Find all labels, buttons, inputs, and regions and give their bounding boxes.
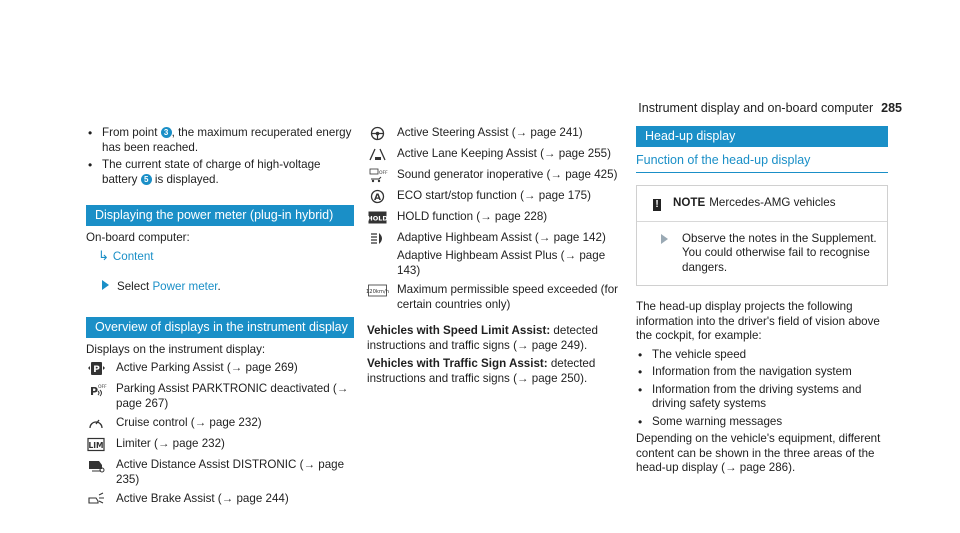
list-item: Active Lane Keeping Assist (→ page 255) — [367, 147, 619, 163]
distance-assist-icon — [87, 458, 106, 473]
sound-generator-off-icon — [368, 168, 387, 183]
list-item: P Active Parking Assist (→ page 269) — [86, 361, 354, 377]
note-title: Mercedes-AMG vehicles — [709, 195, 836, 209]
note-header — [637, 196, 887, 211]
traffic-sign-assist-text: Vehicles with Traffic Sign Assist: detected instructions and traffic signs (→ page 250). — [367, 357, 596, 385]
page-header-title: Instrument display and on-board computer — [638, 101, 874, 115]
hud-intro: The head-up display projects the following information into the driver's field of vision above the cockpit, for example: — [636, 300, 880, 342]
speed-exceeded-icon — [368, 283, 387, 298]
svg-text:P: P — [90, 385, 99, 398]
page-header — [638, 101, 902, 115]
eco-start-stop-icon — [368, 189, 387, 204]
point-marker: 3 — [161, 127, 172, 138]
lane-keeping-icon — [368, 147, 387, 162]
svg-text:OFF: OFF — [98, 385, 107, 390]
select-instruction: Select Power meter. — [86, 280, 354, 295]
parktronic-off-icon — [87, 382, 106, 397]
list-item: A ECO start/stop function (→ page 175) — [367, 189, 619, 205]
right-column — [636, 126, 888, 476]
menu-path-content[interactable]: Content — [112, 249, 154, 263]
note-text: Observe the notes in the Supplement. You could otherwise fail to recognise dangers. — [682, 231, 877, 274]
list-item: HOLD HOLD function (→ page 228) — [367, 210, 548, 223]
active-parking-assist-icon — [87, 361, 106, 376]
highbeam-plus-text: Adaptive Highbeam Assist Plus (→ page 143) — [397, 249, 606, 277]
left-column — [86, 126, 354, 513]
cruise-control-icon — [87, 416, 106, 431]
active-brake-assist-icon — [87, 492, 106, 507]
displays-intro: Displays on the instrument display: — [86, 342, 266, 356]
page-number: 285 — [881, 101, 902, 115]
middle-column — [367, 126, 619, 386]
list-item: OFF Sound generator inoperative (→ page 425) — [367, 168, 619, 184]
svg-text:HOLD: HOLD — [367, 214, 388, 223]
svg-text:A: A — [374, 193, 381, 203]
note-label: NOTE — [673, 195, 706, 209]
step-triangle-icon — [102, 280, 109, 290]
list-item: • The vehicle speed — [636, 348, 888, 363]
note-body — [637, 221, 887, 276]
hud-outro: Depending on the vehicle's equipment, different content can be shown in the three areas of the head-up display (→ page 286). — [636, 432, 881, 474]
note-box — [636, 185, 888, 287]
menu-path[interactable] — [86, 249, 354, 265]
step-triangle-icon — [661, 234, 668, 244]
svg-text:OFF: OFF — [379, 171, 388, 176]
speed-limit-assist-text: Vehicles with Speed Limit Assist: detected instructions and traffic signs (→ page 249). — [367, 324, 598, 352]
steering-assist-icon — [368, 126, 387, 141]
svg-text:LIM: LIM — [88, 441, 104, 450]
svg-text:120km/h: 120km/h — [366, 289, 389, 295]
list-item: • The current state of charge of high-voltage battery 5 is displayed. — [86, 158, 354, 187]
hold-function-icon — [368, 210, 387, 225]
list-item: LIM Limiter (→ page 232) — [88, 437, 225, 450]
list-item: • Information from the driving systems and driving safety systems — [636, 383, 888, 412]
svg-text:P: P — [93, 365, 100, 375]
list-item: Active Brake Assist (→ page 244) — [86, 492, 354, 508]
section-heading-hud: Head-up display — [636, 126, 888, 147]
onboard-computer-label: On-board computer: — [86, 231, 190, 244]
highbeam-assist-icon — [368, 231, 387, 246]
list-item: Adaptive Highbeam Assist (→ page 142) — [367, 231, 619, 247]
section-heading-overview: Overview of displays in the instrument display — [86, 317, 354, 338]
list-item: Active Steering Assist (→ page 241) — [367, 126, 619, 142]
point-marker: 5 — [141, 174, 152, 185]
list-item: Cruise control (→ page 232) — [86, 416, 354, 432]
list-item: • Some warning messages — [636, 415, 888, 430]
list-item: Active Distance Assist DISTRONIC (→ page 235) — [86, 458, 354, 487]
path-arrow-icon: ↳ — [98, 247, 109, 263]
list-item: • From point 3 , the maximum recuperated energy has been reached. — [86, 126, 354, 155]
list-item: 120km/h Maximum permissible speed exceeded (for certain countries only) — [366, 283, 619, 311]
warning-icon: ! — [653, 199, 661, 211]
list-item: P OFF Parking Assist PARKTRONIC deactivated (→ page 267) — [86, 382, 354, 411]
list-item: • Information from the navigation system — [636, 365, 888, 380]
power-meter-link[interactable]: Power meter — [152, 280, 218, 293]
subsection-heading-hud-function: Function of the head-up display — [636, 153, 888, 173]
section-heading-power-meter: Displaying the power meter (plug-in hybrid) — [86, 205, 354, 226]
limiter-icon — [87, 437, 106, 452]
